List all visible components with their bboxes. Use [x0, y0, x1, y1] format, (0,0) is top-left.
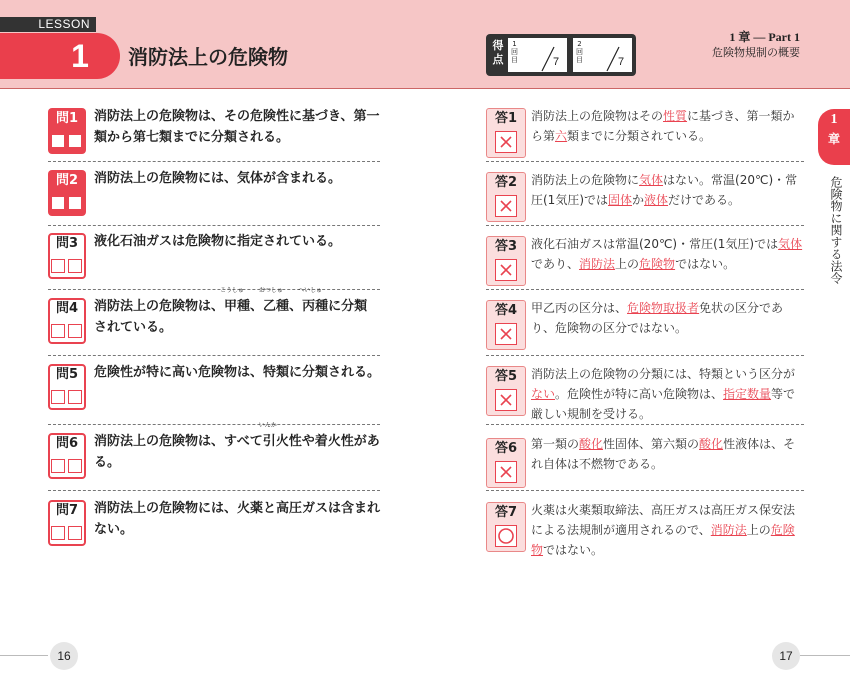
- question-checkbox-2[interactable]: [68, 324, 82, 338]
- answer-label: 答2: [494, 175, 518, 190]
- ruby-base: 乙種: [263, 299, 290, 314]
- answer-separator: [486, 355, 804, 356]
- question-badge: [48, 170, 86, 216]
- answer-text-part: 上の: [746, 523, 771, 537]
- chapter-title: 危険物に関する法令: [829, 176, 843, 284]
- incorrect-mark-icon: [495, 323, 517, 345]
- ruby-word: [220, 287, 251, 317]
- question-checkbox-2[interactable]: [68, 259, 82, 273]
- lesson-tag: LESSON: [0, 17, 96, 32]
- answer-keyword: 固体: [608, 193, 633, 207]
- answer-text-part: はない。常温(20℃)・常圧(1気圧)では: [531, 173, 798, 207]
- incorrect-mark-icon: [495, 461, 517, 483]
- question-badge: [48, 233, 86, 279]
- question-separator: [48, 289, 380, 290]
- answer-text-part: だけである。: [668, 193, 741, 207]
- question-badge: [48, 298, 86, 344]
- question-checkbox-2[interactable]: [68, 196, 82, 210]
- ruby-reading: へいしゅ: [298, 287, 323, 294]
- question-badge: [48, 108, 86, 154]
- question-checkbox-2[interactable]: [68, 134, 82, 148]
- question-label: 問2: [55, 173, 79, 188]
- question-text-part: 、: [250, 299, 264, 314]
- question-text-part: 消防法上の危険物は、: [94, 299, 225, 314]
- answer-keyword: 気体: [639, 173, 664, 187]
- incorrect-mark-icon: [495, 389, 517, 411]
- answer-separator: [486, 289, 804, 290]
- chapter-number: 1: [830, 112, 838, 127]
- question-checkbox-1[interactable]: [51, 259, 65, 273]
- incorrect-mark-icon: [495, 259, 517, 281]
- answer-text-part: 甲乙丙の区分は、: [531, 301, 628, 315]
- part-subtitle: 危険物規制の概要: [712, 46, 800, 59]
- answer-text: [531, 500, 803, 560]
- question-badge: [48, 364, 86, 410]
- question-text-part: に分類されている。: [94, 299, 368, 335]
- answer-badge: [486, 236, 526, 286]
- answer-text-part: に基づき、第一類から第: [531, 109, 795, 143]
- answer-text-part: 性液体は、それ自体は不燃物である。: [531, 437, 796, 471]
- question-checkbox-1[interactable]: [51, 526, 65, 540]
- question-checkbox-1[interactable]: [51, 134, 65, 148]
- question-checkbox-2[interactable]: [68, 526, 82, 540]
- lesson-number: 1: [71, 38, 89, 74]
- question-text: [94, 287, 380, 338]
- ruby-reading: おつしゅ: [259, 287, 283, 294]
- answer-text-part: 液化石油ガスは常温(20℃)・常圧(1気圧)では: [531, 237, 779, 251]
- answer-badge: [486, 108, 526, 158]
- answer-keyword: 危険物取扱者: [627, 301, 700, 315]
- ruby-reading: いんか: [258, 422, 277, 429]
- answer-text: [531, 298, 803, 338]
- footer-line-left: [0, 655, 48, 656]
- ruby-word: [259, 287, 290, 317]
- score-label: 得点: [492, 39, 504, 66]
- answer-keyword: 六: [555, 129, 568, 143]
- question-separator: [48, 490, 380, 491]
- answer-separator: [486, 490, 804, 491]
- footer-line-right: [800, 655, 850, 656]
- answer-text-part: か: [632, 193, 645, 207]
- question-text: 消防法上の危険物には、気体が含まれる。: [94, 171, 342, 186]
- question-text-part: 消防法上の危険物は、すべて: [94, 434, 263, 449]
- question-label: 問5: [55, 367, 79, 382]
- answer-text-part: 第一類の: [531, 437, 580, 451]
- answer-text: [531, 364, 803, 424]
- ruby-base: 丙種: [302, 299, 329, 314]
- question-label: 問4: [55, 301, 79, 316]
- answer-text-part: 等で厳しい規制を受ける。: [531, 387, 796, 421]
- answer-keyword: 液体: [644, 193, 669, 207]
- question-separator: [48, 355, 380, 356]
- score-total-1: 7: [553, 56, 560, 68]
- answer-label: 答6: [494, 441, 518, 456]
- answer-keyword: 性質: [663, 109, 688, 123]
- ruby-base: 引: [262, 434, 276, 449]
- header-divider: [0, 88, 850, 89]
- answer-text-part: 類までに分類されている。: [567, 129, 712, 143]
- question-badge: [48, 433, 86, 479]
- ruby-word: [258, 422, 277, 452]
- answer-keyword: 危険物: [531, 523, 795, 557]
- page-number-right: 17: [772, 642, 800, 670]
- question-text: [94, 422, 380, 473]
- question-checkbox-1[interactable]: [51, 324, 65, 338]
- answer-keyword: 消防法: [710, 523, 747, 537]
- ruby-word: [298, 287, 329, 317]
- page-number-left: 16: [50, 642, 78, 670]
- question-text-part: 火性や着火性がある。: [94, 434, 380, 470]
- answer-keyword: 危険物: [639, 257, 676, 271]
- incorrect-mark-icon: [495, 195, 517, 217]
- chapter-kanji: 章: [827, 132, 840, 146]
- question-label: 問3: [55, 236, 79, 251]
- answer-text-part: 。危険性が特に高い危険物は、: [555, 387, 724, 401]
- question-checkbox-2[interactable]: [68, 390, 82, 404]
- answer-text-part: 消防法上の危険物に: [531, 173, 640, 187]
- answer-badge: [486, 300, 526, 350]
- question-separator: [48, 161, 380, 162]
- question-text: 消防法上の危険物は、その危険性に基づき、第一類から第七類までに分類される。: [94, 109, 380, 145]
- question-text: 液化石油ガスは危険物に指定されている。: [94, 234, 342, 249]
- answer-text-part: ではない。: [675, 257, 736, 271]
- answer-text-part: 消防法上の危険物の分類には、特類という区分が: [531, 367, 796, 381]
- answer-label: 答4: [494, 303, 518, 318]
- answer-badge: [486, 366, 526, 416]
- answer-keyword: 指定数量: [723, 387, 772, 401]
- answer-text-part: ではない。: [543, 543, 604, 557]
- answer-label: 答3: [494, 239, 518, 254]
- answer-text-part: 上の: [615, 257, 640, 271]
- answer-text: [531, 434, 803, 474]
- question-separator: [48, 225, 380, 226]
- question-label: 問6: [55, 436, 79, 451]
- part-title: 1 章 — Part 1: [729, 30, 800, 44]
- answer-separator: [486, 424, 804, 425]
- ruby-reading: こうしゅ: [220, 287, 245, 294]
- answer-text: [531, 234, 803, 274]
- answer-separator: [486, 225, 804, 226]
- question-checkbox-1[interactable]: [51, 196, 65, 210]
- answer-text-part: 消防法上の危険物はその: [531, 109, 664, 123]
- answer-keyword: 消防法: [579, 257, 616, 271]
- answer-label: 答7: [494, 505, 518, 520]
- score-total-2: 7: [618, 56, 625, 68]
- score-round-2: 2回目: [576, 40, 583, 64]
- answer-badge: [486, 502, 526, 552]
- answer-badge: [486, 438, 526, 488]
- answer-text-part: 火薬は火薬類取締法、高圧ガスは高圧ガス保安法による法規制が適用されるので、: [531, 503, 796, 537]
- answer-text-part: 性固体、第六類の: [603, 437, 700, 451]
- answer-text-part: 免状の区分であり、危険物の区分ではない。: [531, 301, 784, 335]
- question-label: 問1: [55, 111, 79, 126]
- incorrect-mark-icon: [495, 131, 517, 153]
- page-title: 消防法上の危険物: [128, 45, 288, 69]
- answer-text: [531, 170, 803, 210]
- question-checkbox-1[interactable]: [51, 390, 65, 404]
- score-round-1: 1回目: [511, 40, 518, 64]
- answer-badge: [486, 172, 526, 222]
- answer-text: [531, 106, 803, 146]
- question-text-part: 、: [289, 299, 303, 314]
- answer-keyword: 酸化: [699, 437, 724, 451]
- question-checkbox-1[interactable]: [51, 459, 65, 473]
- answer-label: 答1: [494, 111, 518, 126]
- answer-text-part: であり、: [531, 257, 580, 271]
- answer-keyword: 気体: [778, 237, 803, 251]
- question-text: 消防法上の危険物には、火薬と高圧ガスは含まれない。: [94, 501, 381, 537]
- ruby-base: 甲種: [224, 299, 251, 314]
- question-checkbox-2[interactable]: [68, 459, 82, 473]
- answer-keyword: ない: [531, 387, 556, 401]
- question-label: 問7: [55, 503, 79, 518]
- question-separator: [48, 424, 380, 425]
- question-badge: [48, 500, 86, 546]
- question-text: 危険性が特に高い危険物は、特類に分類される。: [94, 365, 381, 380]
- answer-separator: [486, 161, 804, 162]
- answer-label: 答5: [494, 369, 518, 384]
- answer-keyword: 酸化: [579, 437, 604, 451]
- correct-mark-icon: [495, 525, 517, 547]
